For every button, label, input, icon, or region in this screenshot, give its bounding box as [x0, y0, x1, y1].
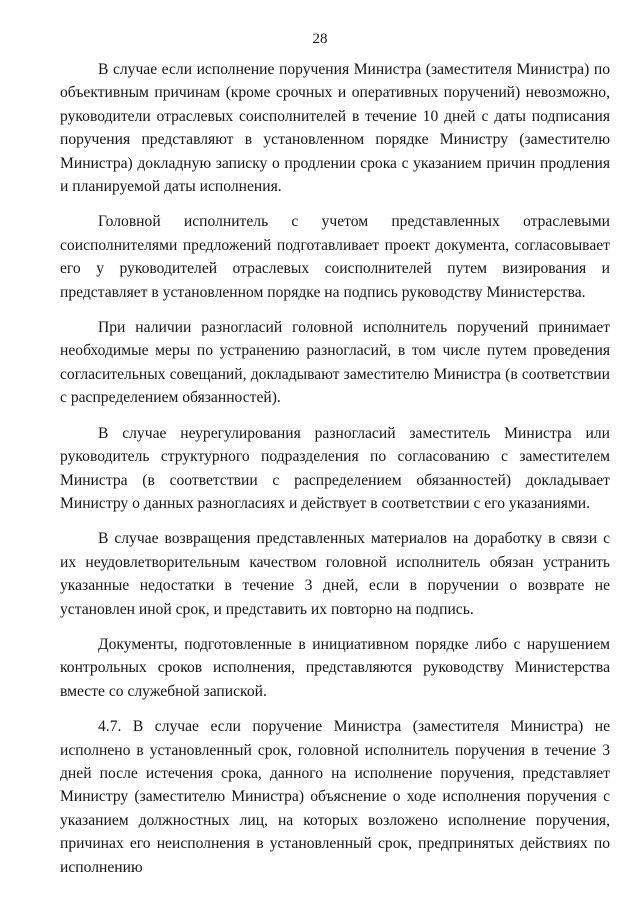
paragraph-disagreements: При наличии разногласий головной исполнитель поручений принимает необходимые меры по устранению разногласий, в том числе путем проведения согласительных совещаний, докладывают заместителю Министра (в соответствии с распределением обязанностей).	[60, 319, 610, 407]
document-body	[60, 58, 610, 879]
paragraph-head-executor-draft: Головной исполнитель с учетом представленных отраслевыми соисполнителями предложений подготавливает проект документа, согласовывает его у руководителей отраслевых соисполнителей путем визирования и представляет в установленном порядке на подпись руководству Министерства.	[60, 213, 610, 301]
page-number: 28	[312, 31, 328, 47]
paragraph-unresolved-disagreements: В случае неурегулирования разногласий заместитель Министра или руководитель структурного подразделения по согласованию с заместителем Министра (в соответствии с распределением обязанностей) докладывает Министру о данных разногласиях и действует в соответствии с его указаниями.	[60, 424, 610, 512]
paragraph-returned-materials: В случае возвращения представленных материалов на доработку в связи с их неудовлетворительным качеством головной исполнитель обязан устранить указанные недостатки в течение 3 дней, если в поручении о возврате не установлен иной срок, и представить их повторно на подпись.	[60, 530, 610, 618]
paragraph-extension-request: В случае если исполнение поручения Министра (заместителя Министра) по объективным причинам (кроме срочных и оперативных поручений) невозможно, руководители отраслевых соисполнителей в течение 10 дней с даты подписания поручения представляют в установленном порядке Министру (заместителю Министра) докладную записку о продлении срока с указанием причин продления и планируемой даты исполнения.	[60, 61, 610, 196]
paragraph-initiative-documents: Документы, подготовленные в инициативном порядке либо с нарушением контрольных сроков исполнения, представляются руководству Министерства вместе со служебной запиской.	[60, 635, 610, 700]
paragraph-section-4-7: 4.7. В случае если поручение Министра (заместителя Министра) не исполнено в установленный срок, головной исполнитель поручения в течение 3 дней после истечения срока, данного на исполнение поручения, представляет Министру (заместителю Министра) объяснение о ходе исполнения поручения с указанием должностных лиц, на которых возложено исполнение поручения, причинах его неисполнения в установленный срок, предпринятых действиях по исполнению	[60, 718, 610, 876]
